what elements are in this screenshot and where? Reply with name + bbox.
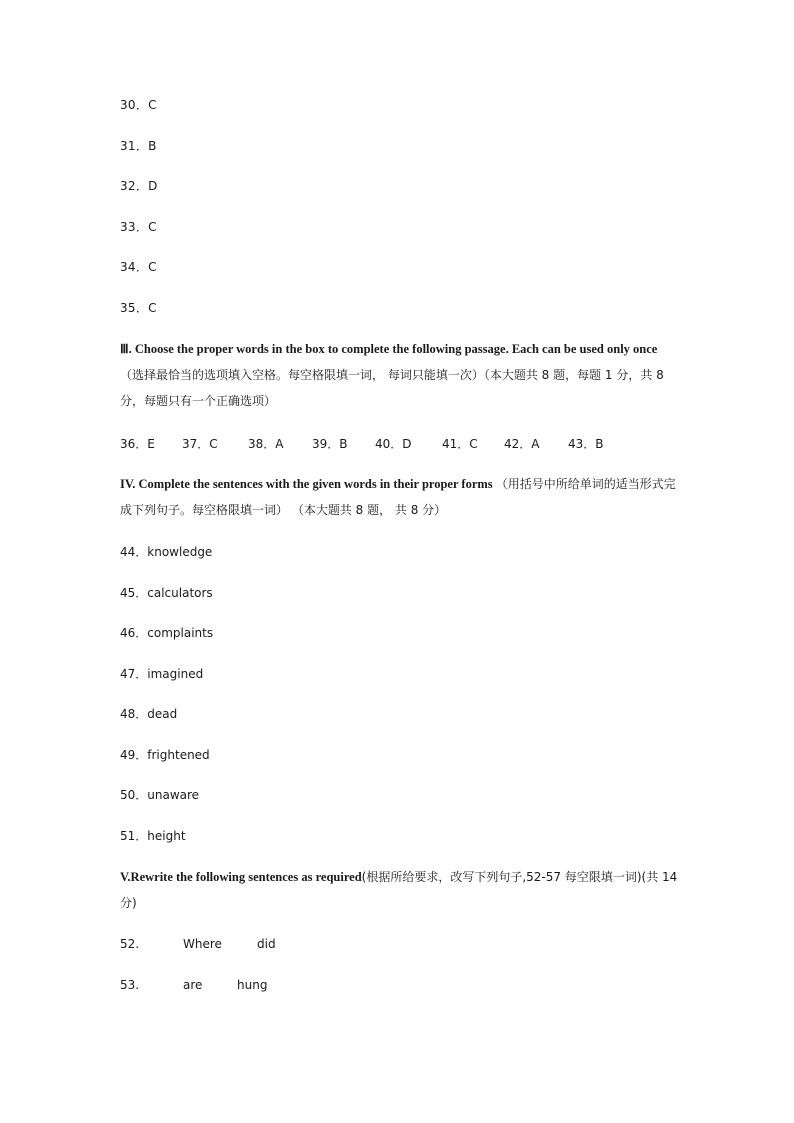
answer-44: 44．knowledge	[120, 545, 213, 559]
answer-34: 34．C	[120, 260, 157, 274]
section-3-heading-cn: （选择最恰当的选项填入空格。每空格限填一词， 每词只能填一次）（本大题共 8 题，每题 1 分，共 8 分，每题只有一个正确选项）	[120, 368, 664, 408]
answer-32: 32．D	[120, 179, 158, 193]
answer-49: 49．frightened	[120, 748, 210, 762]
answer-38: 38．A	[248, 437, 284, 451]
answer-46: 46．complaints	[120, 626, 214, 640]
answer-37: 37．C	[182, 437, 218, 451]
answer-31: 31．B	[120, 139, 157, 153]
answer-36: 36．E	[120, 437, 155, 451]
answer-45: 45．calculators	[120, 586, 213, 600]
answer-40: 40．D	[375, 437, 412, 451]
answer-42: 42．A	[504, 437, 540, 451]
section-3-heading	[120, 336, 680, 414]
section-4-heading-en: IV. Complete the sentences with the given words in their proper forms	[120, 477, 493, 491]
section-5-heading	[120, 864, 680, 916]
answer-50: 50．unaware	[120, 788, 200, 802]
answer-48: 48．dead	[120, 707, 178, 721]
answer-39: 39．B	[312, 437, 348, 451]
answer-33: 33．C	[120, 220, 157, 234]
answer-52-number: 52.	[120, 937, 140, 951]
answer-52-word-2: did	[257, 937, 276, 951]
section-4-heading	[120, 471, 680, 523]
section-5-heading-cn: (根据所给要求，改写下列句子,52-57 每空限填一词)(共 14 分)	[120, 870, 678, 910]
answer-53	[120, 977, 267, 993]
answer-35: 35．C	[120, 301, 157, 315]
section-3-heading-en: Ⅲ. Choose the proper words in the box to complete the following passage. Each can be used only once	[120, 342, 658, 356]
section-3-answers	[120, 436, 604, 452]
answer-51: 51．height	[120, 829, 186, 843]
section-5-heading-en: V.Rewrite the following sentences as required	[120, 870, 362, 884]
answer-41: 41．C	[442, 437, 478, 451]
answer-53-number: 53.	[120, 978, 140, 992]
answer-52	[120, 936, 276, 952]
answer-43: 43．B	[568, 437, 604, 451]
answer-53-word-1: are	[183, 978, 203, 992]
answer-30: 30．C	[120, 98, 157, 112]
answer-52-word-1: Where	[183, 937, 222, 951]
section-4-heading-cn: （用括号中所给单词的适当形式完成下列句子。每空格限填一词） （本大题共 8 题， 共 8 分）	[120, 477, 676, 517]
answer-47: 47．imagined	[120, 667, 204, 681]
answer-53-word-2: hung	[237, 978, 268, 992]
